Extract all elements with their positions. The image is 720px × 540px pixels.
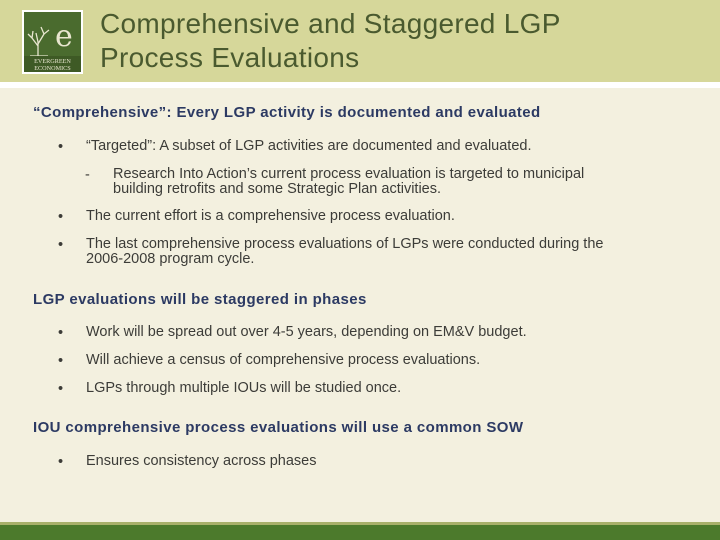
sub-list-item-line1: Research Into Action’s current process evaluation is targeted to municipal xyxy=(113,166,585,182)
bullet-icon: • xyxy=(58,209,64,225)
slide-title-line2: Process Evaluations xyxy=(100,42,360,73)
bullet-icon: • xyxy=(58,237,64,253)
dash-icon: - xyxy=(85,167,90,183)
tree-logo-icon xyxy=(24,12,81,72)
sub-list-item-line2: building retrofits and some Strategic Plan activities. xyxy=(113,181,442,197)
bullet-icon: • xyxy=(58,381,64,397)
logo-text-line2: ECONOMICS xyxy=(34,65,71,72)
section-heading-comprehensive: “Comprehensive”: Every LGP activity is documented and evaluated xyxy=(33,104,541,121)
list-item-text: The current effort is a comprehensive process evaluation. xyxy=(86,208,455,224)
section-heading-staggered: LGP evaluations will be staggered in phases xyxy=(33,291,367,308)
list-item-line2: 2006-2008 program cycle. xyxy=(86,251,255,267)
bullet-icon: • xyxy=(58,139,64,155)
list-item-text: Work will be spread out over 4-5 years, depending on EM&V budget. xyxy=(86,324,527,340)
evergreen-logo xyxy=(22,10,83,74)
header-divider xyxy=(0,82,720,88)
list-item-line1: The last comprehensive process evaluations of LGPs were conducted during the xyxy=(86,236,604,252)
list-item-text: Ensures consistency across phases xyxy=(86,453,317,469)
list-item-text: Will achieve a census of comprehensive process evaluations. xyxy=(86,352,481,368)
logo-letter: e xyxy=(55,19,73,54)
slide-title xyxy=(100,7,700,75)
list-item-text: LGPs through multiple IOUs will be studied once. xyxy=(86,380,402,396)
slide-header xyxy=(0,0,720,82)
slide-footer-bar xyxy=(0,522,720,540)
slide-title-line1: Comprehensive and Staggered LGP xyxy=(100,8,561,39)
list-item-text: “Targeted”: A subset of LGP activities are documented and evaluated. xyxy=(86,138,532,154)
section-heading-common-sow: IOU comprehensive process evaluations will use a common SOW xyxy=(33,419,524,436)
bullet-icon: • xyxy=(58,325,64,341)
sub-list-item-text xyxy=(113,167,653,197)
list-item-text xyxy=(86,237,666,267)
logo-text-line1: EVERGREEN xyxy=(34,58,71,65)
bullet-icon: • xyxy=(58,353,64,369)
bullet-icon: • xyxy=(58,454,64,470)
